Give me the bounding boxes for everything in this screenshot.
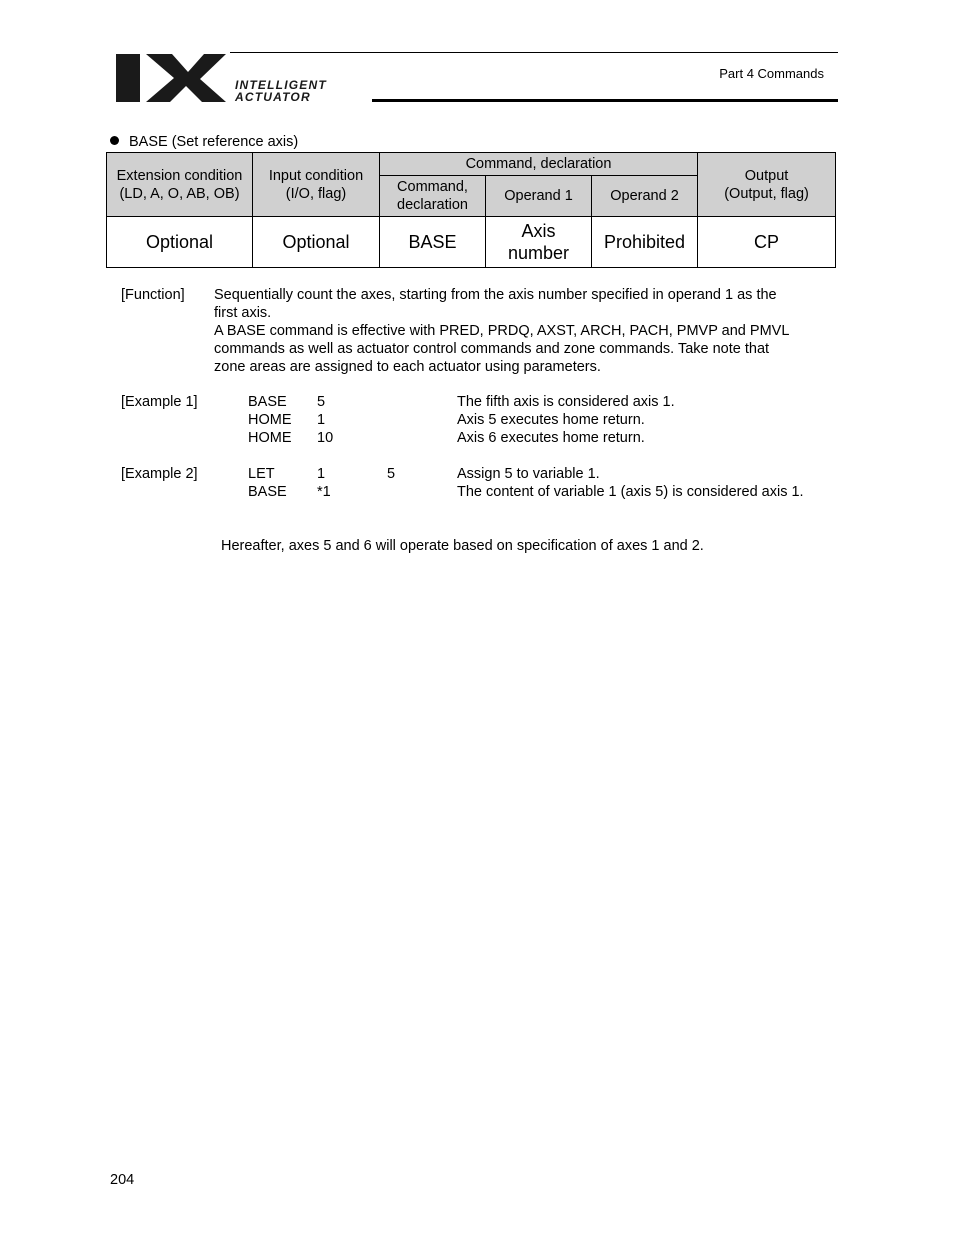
header-operand2: Operand 2 [592, 176, 698, 217]
example1-row2-op1: 1 [317, 412, 326, 428]
header-rule-bottom [372, 99, 838, 102]
value-extension-condition: Optional [107, 217, 253, 268]
value-input-condition: Optional [253, 217, 380, 268]
function-description [214, 286, 846, 376]
part-label: Part 4 Commands [719, 66, 824, 81]
function-line: commands as well as actuator control commands and zone commands. Take note that [214, 341, 770, 357]
section-title-text: BASE (Set reference axis) [129, 134, 299, 150]
bullet-icon [110, 136, 119, 145]
example1-row1-command: BASE [248, 394, 287, 410]
example1-row2-comment: Axis 5 executes home return. [457, 412, 645, 428]
header-input-condition: Input condition (I/O, flag) [253, 153, 380, 217]
note-text: Hereafter, axes 5 and 6 will operate based on specification of axes 1 and 2. [221, 538, 704, 554]
function-line: zone areas are assigned to each actuator using parameters. [214, 359, 601, 375]
example1-label: [Example 1] [121, 394, 198, 410]
value-operand1: Axis number [486, 217, 592, 268]
value-operand2: Prohibited [592, 217, 698, 268]
example2-row1-command: LET [248, 466, 275, 482]
value-output: CP [698, 217, 836, 268]
header-rule-top [230, 52, 838, 53]
example1-row1-op1: 5 [317, 394, 326, 410]
function-line: A BASE command is effective with PRED, PRDQ, AXST, ARCH, PACH, PMVP and PMVL [214, 323, 790, 339]
example2-row2-op1: *1 [317, 484, 331, 500]
svg-text:ACTUATOR: ACTUATOR [235, 90, 311, 103]
example1-row2-command: HOME [248, 412, 292, 428]
example2-row1-op2: 5 [387, 466, 396, 482]
example1-row3-op1: 10 [317, 430, 334, 446]
header-operand1: Operand 1 [486, 176, 592, 217]
example1-row3-comment: Axis 6 executes home return. [457, 430, 645, 446]
page-number: 204 [110, 1172, 135, 1188]
example1-row1-comment: The fifth axis is considered axis 1. [457, 394, 675, 410]
function-line: Sequentially count the axes, starting from the axis number specified in operand 1 as the [214, 287, 777, 303]
example2-row2-comment: The content of variable 1 (axis 5) is considered axis 1. [457, 484, 804, 500]
header-command-group: Command, declaration [380, 153, 698, 176]
section-title [110, 134, 298, 150]
function-label: [Function] [121, 287, 185, 303]
example2-label: [Example 2] [121, 466, 198, 482]
spec-table [106, 152, 836, 268]
header-command-declaration: Command, declaration [380, 176, 486, 217]
example2-row1-op1: 1 [317, 466, 326, 482]
example1-row3-command: HOME [248, 430, 292, 446]
svg-text:INTELLIGENT: INTELLIGENT [235, 79, 327, 92]
header-output: Output (Output, flag) [698, 153, 836, 217]
header-extension-condition: Extension condition (LD, A, O, AB, OB) [107, 153, 253, 217]
example2-row1-comment: Assign 5 to variable 1. [457, 466, 600, 482]
value-command: BASE [380, 217, 486, 268]
example2-row2-command: BASE [248, 484, 287, 500]
ix-logo [114, 52, 228, 104]
function-line: first axis. [214, 305, 272, 321]
